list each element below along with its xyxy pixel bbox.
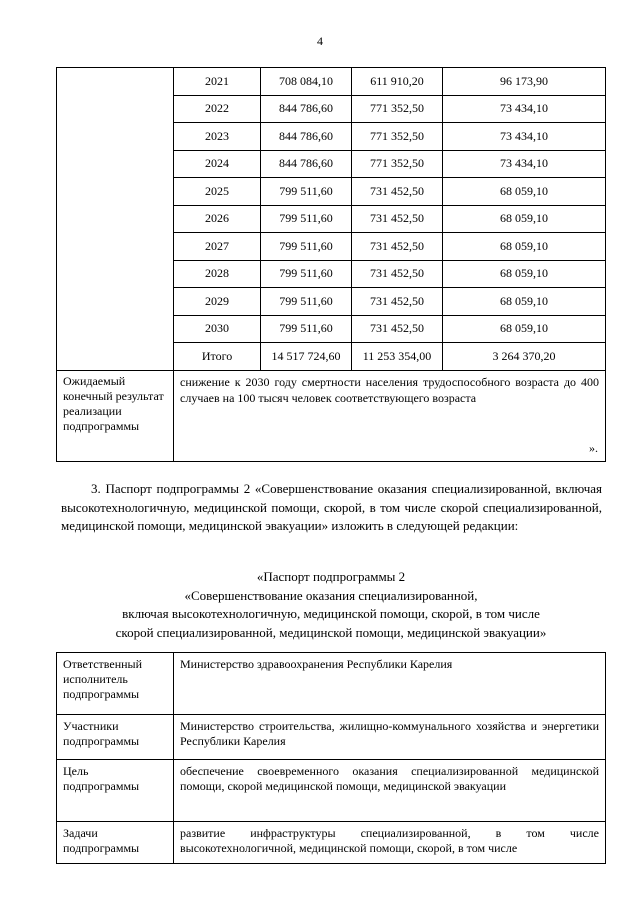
- col3-cell: 73 434,10: [443, 150, 606, 178]
- result-row: [57, 370, 606, 461]
- total-cell: 799 511,60: [261, 178, 352, 206]
- col2-cell: 771 352,50: [352, 150, 443, 178]
- year-cell: 2028: [174, 260, 261, 288]
- col2-cell: 731 452,50: [352, 315, 443, 343]
- year-cell: 2026: [174, 205, 261, 233]
- col3-cell: 73 434,10: [443, 123, 606, 151]
- col3-cell: 96 173,90: [443, 68, 606, 96]
- total-cell: 799 511,60: [261, 288, 352, 316]
- table-row: [57, 715, 606, 760]
- passport-label: Ответственный исполнитель подпрограммы: [57, 653, 174, 715]
- funding-table: [56, 67, 606, 462]
- col3-cell: 73 434,10: [443, 95, 606, 123]
- page-number: 4: [317, 34, 323, 48]
- total-cell: 844 786,60: [261, 95, 352, 123]
- grand-col2-cell: 11 253 354,00: [352, 343, 443, 371]
- year-cell: 2024: [174, 150, 261, 178]
- amendment-paragraph: [61, 480, 602, 536]
- passport-value: развитие инфраструктуры специализированной, в том числе высокотехнологичной, медицинской помощи, скорой, в том числе: [174, 822, 606, 864]
- passport-label: Участники подпрограммы: [57, 715, 174, 760]
- passport-label: Цель подпрограммы: [57, 760, 174, 822]
- col3-cell: 68 059,10: [443, 288, 606, 316]
- passport-title-line: скорой специализированной, медицинской помощи, медицинской эвакуации»: [115, 624, 547, 640]
- result-text: снижение к 2030 году смертности населения трудоспособного возраста до 400 случаев на 100 тысяч человек соответствующего возраста: [174, 370, 606, 461]
- col2-cell: 731 452,50: [352, 178, 443, 206]
- year-cell: 2027: [174, 233, 261, 261]
- col3-cell: 68 059,10: [443, 178, 606, 206]
- year-cell: 2023: [174, 123, 261, 151]
- year-cell: 2025: [174, 178, 261, 206]
- col2-cell: 771 352,50: [352, 123, 443, 151]
- result-label: Ожидаемый конечный результат реализации подпрограммы: [57, 370, 174, 461]
- total-cell: 799 511,60: [261, 205, 352, 233]
- col3-cell: 68 059,10: [443, 260, 606, 288]
- total-cell: 799 511,60: [261, 233, 352, 261]
- passport-title-line: «Паспорт подпрограммы 2: [256, 569, 406, 584]
- passport-table: [56, 652, 606, 864]
- col2-cell: 731 452,50: [352, 205, 443, 233]
- passport-label: Задачи подпрограммы: [57, 822, 174, 864]
- passport-title-line: «Совершенствование оказания специализированной,: [184, 587, 478, 603]
- table-row: [57, 68, 606, 96]
- total-cell: 708 084,10: [261, 68, 352, 96]
- passport-value: Министерство строительства, жилищно-коммунального хозяйства и энергетики Республики Карелия: [174, 715, 606, 760]
- col2-cell: 611 910,20: [352, 68, 443, 96]
- total-cell: 844 786,60: [261, 123, 352, 151]
- col2-cell: 731 452,50: [352, 288, 443, 316]
- table-row: [57, 822, 606, 864]
- year-cell: 2030: [174, 315, 261, 343]
- table-row: [57, 760, 606, 822]
- paragraph-text: 3. Паспорт подпрограммы 2 «Совершенствование оказания специализированной, включая высокотехнологичную, медицинской помощи, скорой, в том числе скорой специализированной, медицинской помощи, медицинской эвакуации» изложить в следующей редакции:: [61, 481, 602, 533]
- col3-cell: 68 059,10: [443, 233, 606, 261]
- table-row: [57, 653, 606, 715]
- year-cell: 2029: [174, 288, 261, 316]
- year-cell: 2021: [174, 68, 261, 96]
- total-cell: 799 511,60: [261, 260, 352, 288]
- col2-cell: 771 352,50: [352, 95, 443, 123]
- total-label: Итого: [174, 343, 261, 371]
- year-cell: 2022: [174, 95, 261, 123]
- total-cell: 844 786,60: [261, 150, 352, 178]
- passport-value: Министерство здравоохранения Республики Карелия: [174, 653, 606, 715]
- col2-cell: 731 452,50: [352, 260, 443, 288]
- grand-col3-cell: 3 264 370,20: [443, 343, 606, 371]
- closing-quote: ».: [589, 441, 598, 455]
- col3-cell: 68 059,10: [443, 315, 606, 343]
- label-cell-empty: [57, 68, 174, 371]
- passport-title-line: включая высокотехнологичную, медицинской помощи, скорой, в том числе: [122, 606, 540, 621]
- col2-cell: 731 452,50: [352, 233, 443, 261]
- grand-total-cell: 14 517 724,60: [261, 343, 352, 371]
- total-cell: 799 511,60: [261, 315, 352, 343]
- passport-title: [56, 568, 606, 642]
- passport-value: обеспечение своевременного оказания специализированной медицинской помощи, скорой медицинской помощи, медицинской эвакуации: [174, 760, 606, 822]
- col3-cell: 68 059,10: [443, 205, 606, 233]
